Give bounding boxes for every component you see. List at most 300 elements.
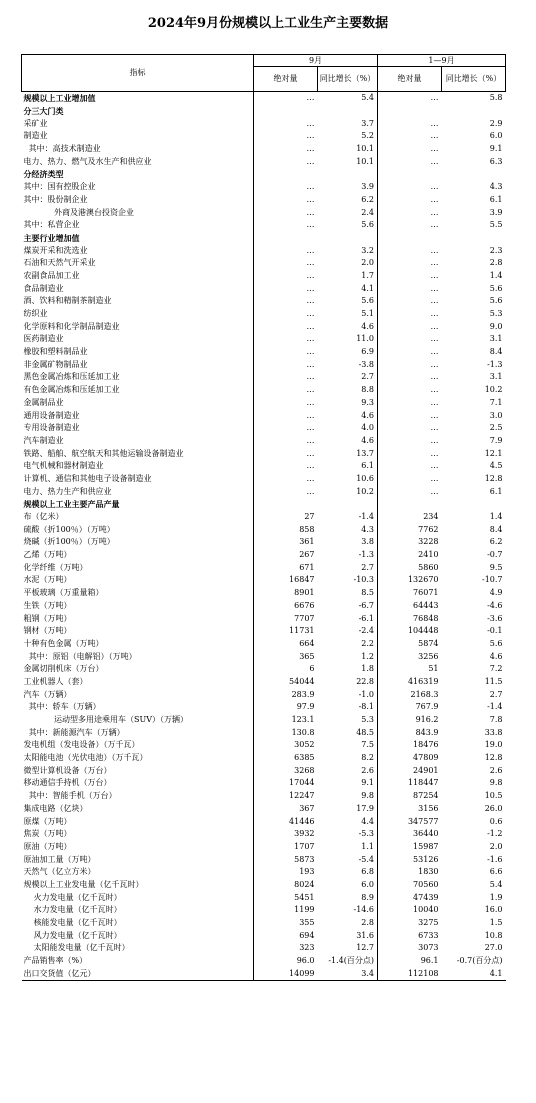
table-row bbox=[22, 967, 506, 980]
cell-ytd-yoy bbox=[442, 498, 506, 511]
cell-month-yoy: 4.4 bbox=[318, 815, 378, 828]
cell-month-yoy: 9.3 bbox=[318, 397, 378, 410]
table-row bbox=[22, 904, 506, 917]
cell-month-yoy: -2.4 bbox=[318, 625, 378, 638]
cell-month-abs: … bbox=[306, 448, 315, 458]
cell-month-abs: … bbox=[306, 309, 315, 319]
cell-ytd-yoy: 4.6 bbox=[489, 651, 503, 661]
cell-ytd-yoy: 5.3 bbox=[489, 309, 503, 319]
header-abs-ytd: 绝对量 bbox=[378, 67, 442, 92]
row-label: 微型计算机设备（万台） bbox=[22, 764, 254, 777]
cell-month-abs: … bbox=[306, 423, 315, 433]
cell-ytd-abs: 3228 bbox=[418, 537, 439, 547]
table-row bbox=[22, 143, 506, 156]
cell-ytd-abs: 3156 bbox=[418, 803, 439, 813]
data-table bbox=[21, 54, 506, 981]
cell-month-abs: 6385 bbox=[294, 753, 315, 763]
cell-ytd-abs: … bbox=[430, 309, 439, 319]
cell-ytd-abs: … bbox=[430, 245, 439, 255]
table-row bbox=[22, 701, 506, 714]
table-row bbox=[22, 803, 506, 816]
cell-month-yoy: 5.6 bbox=[318, 295, 378, 308]
table-row bbox=[22, 866, 506, 879]
table-row bbox=[22, 282, 506, 295]
cell-ytd-yoy: -0.7(百分点) bbox=[456, 956, 503, 966]
cell-ytd-abs: 6733 bbox=[418, 930, 439, 940]
cell-ytd-yoy: 8.4 bbox=[489, 524, 503, 534]
table-row bbox=[22, 536, 506, 549]
cell-ytd-abs: … bbox=[430, 461, 439, 471]
cell-month-abs: 6 bbox=[309, 664, 315, 674]
cell-ytd-abs bbox=[378, 105, 442, 118]
row-label: 原煤（万吨） bbox=[22, 815, 254, 828]
cell-ytd-abs: 96.1 bbox=[420, 956, 439, 966]
header-period-month: 9月 bbox=[254, 55, 378, 67]
header-yoy-ytd: 同比增长（%） bbox=[442, 67, 506, 92]
cell-ytd-abs: … bbox=[430, 372, 439, 382]
cell-month-yoy: -1.4 bbox=[318, 511, 378, 524]
cell-ytd-abs: 843.9 bbox=[415, 727, 439, 737]
cell-ytd-yoy: 6.3 bbox=[489, 156, 503, 166]
row-label: 外商及港澳台投资企业 bbox=[22, 206, 254, 219]
cell-ytd-yoy: 6.1 bbox=[489, 486, 503, 496]
table-row bbox=[22, 447, 506, 460]
row-label: 橡胶和塑料制品业 bbox=[22, 346, 254, 359]
cell-ytd-yoy: 2.6 bbox=[489, 765, 503, 775]
cell-month-yoy: 6.1 bbox=[318, 460, 378, 473]
row-label: 硫酸（折100％）（万吨） bbox=[22, 523, 254, 536]
row-label: 其中：股份制企业 bbox=[22, 194, 254, 207]
cell-ytd-abs: 1830 bbox=[418, 867, 439, 877]
cell-ytd-yoy: 2.7 bbox=[489, 689, 503, 699]
cell-ytd-abs: 347577 bbox=[407, 816, 439, 826]
row-label: 原油（万吨） bbox=[22, 841, 254, 854]
cell-month-yoy: 1.2 bbox=[318, 650, 378, 663]
row-label: 平板玻璃（万重量箱） bbox=[22, 587, 254, 600]
cell-ytd-yoy: 3.0 bbox=[489, 410, 503, 420]
cell-ytd-abs: 5860 bbox=[418, 562, 439, 572]
cell-ytd-abs: 104448 bbox=[407, 626, 439, 636]
cell-ytd-abs: 64443 bbox=[413, 600, 439, 610]
table-row bbox=[22, 155, 506, 168]
cell-ytd-yoy: 7.9 bbox=[489, 435, 503, 445]
row-label: 酒、饮料和精制茶制造业 bbox=[22, 295, 254, 308]
cell-ytd-yoy: -0.1 bbox=[487, 626, 503, 636]
cell-ytd-yoy: 2.0 bbox=[489, 841, 503, 851]
cell-month-abs: … bbox=[306, 435, 315, 445]
cell-ytd-yoy bbox=[442, 105, 506, 118]
row-label: 制造业 bbox=[22, 130, 254, 143]
cell-month-yoy: 6.8 bbox=[318, 866, 378, 879]
cell-month-yoy: 2.2 bbox=[318, 638, 378, 651]
cell-month-abs: 365 bbox=[299, 651, 315, 661]
cell-month-yoy bbox=[318, 105, 378, 118]
cell-month-abs: 1199 bbox=[294, 905, 315, 915]
row-label: 金属制品业 bbox=[22, 397, 254, 410]
cell-ytd-yoy: 9.1 bbox=[489, 144, 503, 154]
cell-month-abs: … bbox=[306, 144, 315, 154]
cell-month-yoy: -1.0 bbox=[318, 688, 378, 701]
cell-ytd-abs: 15987 bbox=[413, 841, 439, 851]
cell-ytd-abs: 2410 bbox=[418, 550, 439, 560]
table-row bbox=[22, 320, 506, 333]
cell-month-abs: … bbox=[306, 245, 315, 255]
cell-month-yoy: 5.3 bbox=[318, 714, 378, 727]
row-label: 乙烯（万吨） bbox=[22, 549, 254, 562]
cell-month-abs: 16847 bbox=[289, 575, 315, 585]
cell-month-yoy: 22.8 bbox=[318, 676, 378, 689]
row-label: 产品销售率（%） bbox=[22, 955, 254, 968]
table-row bbox=[22, 853, 506, 866]
row-label: 粗钢（万吨） bbox=[22, 612, 254, 625]
row-label: 太阳能电池（光伏电池）（万千瓦） bbox=[22, 752, 254, 765]
table-row bbox=[22, 194, 506, 207]
cell-ytd-abs: 18476 bbox=[413, 740, 439, 750]
table-row bbox=[22, 105, 506, 118]
cell-month-abs: 671 bbox=[299, 562, 315, 572]
cell-ytd-abs: 3256 bbox=[418, 651, 439, 661]
row-label: 出口交货值（亿元） bbox=[22, 967, 254, 980]
row-label: 其中：国有控股企业 bbox=[22, 181, 254, 194]
cell-month-abs: … bbox=[306, 131, 315, 141]
row-label: 专用设备制造业 bbox=[22, 422, 254, 435]
table-row bbox=[22, 752, 506, 765]
header-abs-month: 绝对量 bbox=[254, 67, 318, 92]
cell-ytd-yoy: 5.4 bbox=[489, 879, 503, 889]
cell-ytd-yoy: 4.1 bbox=[442, 967, 506, 980]
cell-ytd-yoy: 12.8 bbox=[484, 753, 503, 763]
cell-month-yoy: 2.7 bbox=[318, 371, 378, 384]
row-label: 金属切削机床（万台） bbox=[22, 663, 254, 676]
row-label: 化学原料和化学制品制造业 bbox=[22, 320, 254, 333]
cell-ytd-yoy: -0.7 bbox=[487, 550, 503, 560]
cell-ytd-yoy: 10.5 bbox=[484, 791, 503, 801]
row-label: 发电机组（发电设备）（万千瓦） bbox=[22, 739, 254, 752]
cell-month-abs: … bbox=[306, 258, 315, 268]
cell-month-abs: … bbox=[306, 385, 315, 395]
cell-month-yoy: 48.5 bbox=[318, 726, 378, 739]
cell-month-abs: … bbox=[306, 270, 315, 280]
table-row bbox=[22, 244, 506, 257]
cell-month-abs: 5873 bbox=[294, 854, 315, 864]
row-label: 生铁（万吨） bbox=[22, 600, 254, 613]
cell-ytd-abs: … bbox=[430, 347, 439, 357]
cell-month-abs: 3932 bbox=[294, 829, 315, 839]
row-label: 原油加工量（万吨） bbox=[22, 853, 254, 866]
cell-ytd-abs: 51 bbox=[428, 664, 439, 674]
row-label: 农副食品加工业 bbox=[22, 270, 254, 283]
cell-month-yoy: 5.4 bbox=[318, 92, 378, 105]
cell-ytd-yoy: 3.1 bbox=[489, 334, 503, 344]
cell-ytd-yoy: -1.4 bbox=[487, 702, 503, 712]
cell-month-abs: 323 bbox=[299, 943, 315, 953]
cell-month-abs: 694 bbox=[299, 930, 315, 940]
cell-ytd-abs: … bbox=[430, 334, 439, 344]
cell-month-yoy: 13.7 bbox=[318, 447, 378, 460]
cell-ytd-yoy: 6.0 bbox=[489, 131, 503, 141]
row-label: 铁路、船舶、航空航天和其他运输设备制造业 bbox=[22, 447, 254, 460]
cell-ytd-abs: … bbox=[430, 486, 439, 496]
table-row bbox=[22, 358, 506, 371]
cell-month-yoy: 31.6 bbox=[318, 929, 378, 942]
cell-month-yoy bbox=[318, 168, 378, 181]
table-row bbox=[22, 181, 506, 194]
cell-ytd-yoy: 5.5 bbox=[489, 220, 503, 230]
table-row bbox=[22, 955, 506, 968]
row-label: 其中：智能手机（万台） bbox=[22, 790, 254, 803]
table-row bbox=[22, 511, 506, 524]
header-indicator: 指标 bbox=[22, 55, 254, 92]
table-row bbox=[22, 257, 506, 270]
cell-ytd-yoy: 26.0 bbox=[484, 803, 503, 813]
table-row bbox=[22, 384, 506, 397]
cell-ytd-abs: … bbox=[430, 270, 439, 280]
cell-month-yoy: 9.1 bbox=[318, 777, 378, 790]
cell-month-yoy: 9.8 bbox=[318, 790, 378, 803]
table-row bbox=[22, 612, 506, 625]
cell-month-abs: 367 bbox=[299, 803, 315, 813]
cell-ytd-yoy: 5.6 bbox=[489, 296, 503, 306]
cell-ytd-yoy: 4.9 bbox=[489, 588, 503, 598]
row-label: 焦炭（万吨） bbox=[22, 828, 254, 841]
cell-month-yoy: 3.4 bbox=[318, 967, 378, 980]
cell-month-yoy: 3.9 bbox=[318, 181, 378, 194]
row-label: 移动通信手持机（万台） bbox=[22, 777, 254, 790]
cell-month-yoy: 5.1 bbox=[318, 308, 378, 321]
cell-month-abs: 96.0 bbox=[296, 956, 315, 966]
cell-month-yoy: 3.2 bbox=[318, 244, 378, 257]
cell-ytd-yoy: -4.6 bbox=[487, 600, 503, 610]
cell-ytd-abs: 118447 bbox=[407, 778, 439, 788]
cell-ytd-yoy: 16.0 bbox=[484, 905, 503, 915]
cell-ytd-yoy: 2.8 bbox=[489, 258, 503, 268]
cell-month-abs: 8901 bbox=[294, 588, 315, 598]
cell-month-abs: 267 bbox=[299, 550, 315, 560]
cell-month-yoy: 8.9 bbox=[318, 891, 378, 904]
cell-month-yoy: 10.6 bbox=[318, 473, 378, 486]
cell-ytd-abs: … bbox=[430, 473, 439, 483]
cell-month-abs bbox=[254, 232, 318, 245]
row-label: 电力、热力生产和供应业 bbox=[22, 485, 254, 498]
cell-ytd-abs: 234 bbox=[423, 512, 439, 522]
cell-month-yoy: 6.9 bbox=[318, 346, 378, 359]
cell-ytd-yoy: 9.0 bbox=[489, 321, 503, 331]
table-row bbox=[22, 587, 506, 600]
cell-month-abs: 283.9 bbox=[291, 689, 315, 699]
row-label: 水泥（万吨） bbox=[22, 574, 254, 587]
cell-month-abs: … bbox=[306, 220, 315, 230]
table-row bbox=[22, 333, 506, 346]
cell-month-yoy: 3.7 bbox=[318, 117, 378, 130]
table-row bbox=[22, 409, 506, 422]
row-label: 主要行业增加值 bbox=[22, 232, 254, 245]
cell-ytd-abs: 112108 bbox=[378, 967, 442, 980]
cell-month-yoy: 10.2 bbox=[318, 485, 378, 498]
cell-ytd-abs: 10040 bbox=[413, 905, 439, 915]
cell-month-yoy: 17.9 bbox=[318, 803, 378, 816]
row-label: 其中：原铝（电解铝）（万吨） bbox=[22, 650, 254, 663]
cell-ytd-yoy: 7.8 bbox=[489, 715, 503, 725]
row-label: 通用设备制造业 bbox=[22, 409, 254, 422]
table-row bbox=[22, 308, 506, 321]
row-label: 分经济类型 bbox=[22, 168, 254, 181]
cell-month-yoy: 5.6 bbox=[318, 219, 378, 232]
cell-ytd-abs: … bbox=[430, 131, 439, 141]
cell-month-yoy: -1.4(百分点) bbox=[318, 955, 378, 968]
cell-ytd-yoy: 1.9 bbox=[489, 892, 503, 902]
cell-ytd-yoy: 7.1 bbox=[489, 397, 503, 407]
table-row bbox=[22, 879, 506, 892]
cell-month-abs: … bbox=[306, 93, 315, 103]
cell-month-abs: 12247 bbox=[289, 791, 315, 801]
cell-month-abs: … bbox=[306, 410, 315, 420]
cell-month-abs: 3268 bbox=[294, 765, 315, 775]
cell-ytd-yoy: 8.4 bbox=[489, 347, 503, 357]
table-row bbox=[22, 92, 506, 105]
cell-month-abs: … bbox=[306, 359, 315, 369]
cell-month-yoy: 6.2 bbox=[318, 194, 378, 207]
row-label: 其中：轿车（万辆） bbox=[22, 701, 254, 714]
table-row bbox=[22, 663, 506, 676]
cell-ytd-abs: … bbox=[430, 194, 439, 204]
cell-ytd-yoy bbox=[442, 168, 506, 181]
table-row bbox=[22, 219, 506, 232]
cell-month-yoy: 2.4 bbox=[318, 206, 378, 219]
page-title: 2024年9月份规模以上工业生产主要数据 bbox=[147, 16, 389, 31]
row-label: 石油和天然气开采业 bbox=[22, 257, 254, 270]
table-row bbox=[22, 917, 506, 930]
cell-ytd-yoy: 11.5 bbox=[484, 676, 503, 686]
cell-ytd-yoy: 10.2 bbox=[484, 385, 503, 395]
cell-month-abs: … bbox=[306, 296, 315, 306]
table-row bbox=[22, 600, 506, 613]
row-label: 黑色金属冶炼和压延加工业 bbox=[22, 371, 254, 384]
table-row bbox=[22, 422, 506, 435]
header-yoy-month: 同比增长（%） bbox=[318, 67, 378, 92]
cell-ytd-yoy: 19.0 bbox=[484, 740, 503, 750]
table-row bbox=[22, 523, 506, 536]
cell-ytd-abs: … bbox=[430, 435, 439, 445]
cell-month-yoy: -5.4 bbox=[318, 853, 378, 866]
cell-ytd-abs: 132670 bbox=[407, 575, 439, 585]
cell-month-abs: 97.9 bbox=[296, 702, 315, 712]
cell-ytd-abs: 7762 bbox=[418, 524, 439, 534]
row-label: 计算机、通信和其他电子设备制造业 bbox=[22, 473, 254, 486]
table-row bbox=[22, 435, 506, 448]
table-row bbox=[22, 638, 506, 651]
cell-ytd-yoy: -1.6 bbox=[487, 854, 503, 864]
table-row bbox=[22, 561, 506, 574]
row-label: 太阳能发电量（亿千瓦时） bbox=[22, 942, 254, 955]
cell-ytd-yoy: 2.9 bbox=[489, 118, 503, 128]
cell-ytd-yoy: 3.9 bbox=[489, 207, 503, 217]
cell-ytd-yoy: 6.2 bbox=[489, 537, 503, 547]
cell-ytd-yoy: 6.6 bbox=[489, 867, 503, 877]
cell-ytd-abs: 47439 bbox=[413, 892, 439, 902]
cell-month-yoy: -8.1 bbox=[318, 701, 378, 714]
cell-month-abs: … bbox=[306, 283, 315, 293]
row-label: 煤炭开采和洗选业 bbox=[22, 244, 254, 257]
cell-ytd-yoy bbox=[442, 232, 506, 245]
row-label: 规模以上工业发电量（亿千瓦时） bbox=[22, 879, 254, 892]
table-row bbox=[22, 828, 506, 841]
cell-month-yoy bbox=[318, 232, 378, 245]
cell-month-yoy: 2.6 bbox=[318, 764, 378, 777]
cell-month-yoy: 4.1 bbox=[318, 282, 378, 295]
cell-month-yoy: 4.6 bbox=[318, 409, 378, 422]
table-row bbox=[22, 168, 506, 181]
cell-ytd-yoy: 0.6 bbox=[489, 816, 503, 826]
table-row bbox=[22, 397, 506, 410]
row-label: 运动型多用途乘用车（SUV）（万辆） bbox=[22, 714, 254, 727]
cell-ytd-yoy: 4.5 bbox=[489, 461, 503, 471]
table-row bbox=[22, 498, 506, 511]
cell-month-abs: … bbox=[306, 182, 315, 192]
cell-ytd-abs: … bbox=[430, 207, 439, 217]
cell-ytd-yoy: 2.5 bbox=[489, 423, 503, 433]
cell-ytd-abs: … bbox=[430, 118, 439, 128]
cell-ytd-yoy: 9.5 bbox=[489, 562, 503, 572]
table-row bbox=[22, 815, 506, 828]
cell-ytd-abs: … bbox=[430, 182, 439, 192]
cell-month-abs: … bbox=[306, 486, 315, 496]
cell-month-abs: … bbox=[306, 461, 315, 471]
cell-month-abs bbox=[254, 105, 318, 118]
cell-month-yoy: 2.7 bbox=[318, 561, 378, 574]
row-label: 烧碱（折100％）（万吨） bbox=[22, 536, 254, 549]
table-row bbox=[22, 650, 506, 663]
cell-ytd-yoy: 7.2 bbox=[489, 664, 503, 674]
cell-ytd-abs: … bbox=[430, 156, 439, 166]
table-row bbox=[22, 777, 506, 790]
cell-ytd-yoy: 1.4 bbox=[489, 512, 503, 522]
row-label: 医药制造业 bbox=[22, 333, 254, 346]
cell-ytd-yoy: -1.2 bbox=[487, 829, 503, 839]
cell-ytd-abs: 3073 bbox=[418, 943, 439, 953]
table-row bbox=[22, 942, 506, 955]
row-label: 火力发电量（亿千瓦时） bbox=[22, 891, 254, 904]
cell-month-yoy: 4.0 bbox=[318, 422, 378, 435]
row-label: 电力、热力、燃气及水生产和供应业 bbox=[22, 155, 254, 168]
table-row bbox=[22, 346, 506, 359]
cell-month-abs: … bbox=[306, 372, 315, 382]
table-row bbox=[22, 549, 506, 562]
table-row bbox=[22, 676, 506, 689]
row-label: 其中：新能源汽车（万辆） bbox=[22, 726, 254, 739]
cell-ytd-abs: 5874 bbox=[418, 638, 439, 648]
row-label: 化学纤维（万吨） bbox=[22, 561, 254, 574]
cell-ytd-yoy: 33.8 bbox=[484, 727, 503, 737]
table-row bbox=[22, 891, 506, 904]
cell-month-yoy: -14.6 bbox=[318, 904, 378, 917]
cell-ytd-yoy: -1.3 bbox=[487, 359, 503, 369]
cell-month-yoy: 8.5 bbox=[318, 587, 378, 600]
cell-ytd-abs: 2168.3 bbox=[410, 689, 439, 699]
cell-month-abs: … bbox=[306, 207, 315, 217]
row-label: 汽车（万辆） bbox=[22, 688, 254, 701]
table-row bbox=[22, 232, 506, 245]
table-row bbox=[22, 764, 506, 777]
cell-month-abs: … bbox=[306, 156, 315, 166]
cell-month-abs: 27 bbox=[304, 512, 315, 522]
table-row bbox=[22, 473, 506, 486]
cell-ytd-yoy: 5.8 bbox=[489, 93, 503, 103]
cell-month-abs: 54044 bbox=[289, 676, 315, 686]
cell-ytd-abs: … bbox=[430, 93, 439, 103]
table-row bbox=[22, 295, 506, 308]
cell-month-abs: … bbox=[306, 194, 315, 204]
cell-month-abs: 7707 bbox=[294, 613, 315, 623]
